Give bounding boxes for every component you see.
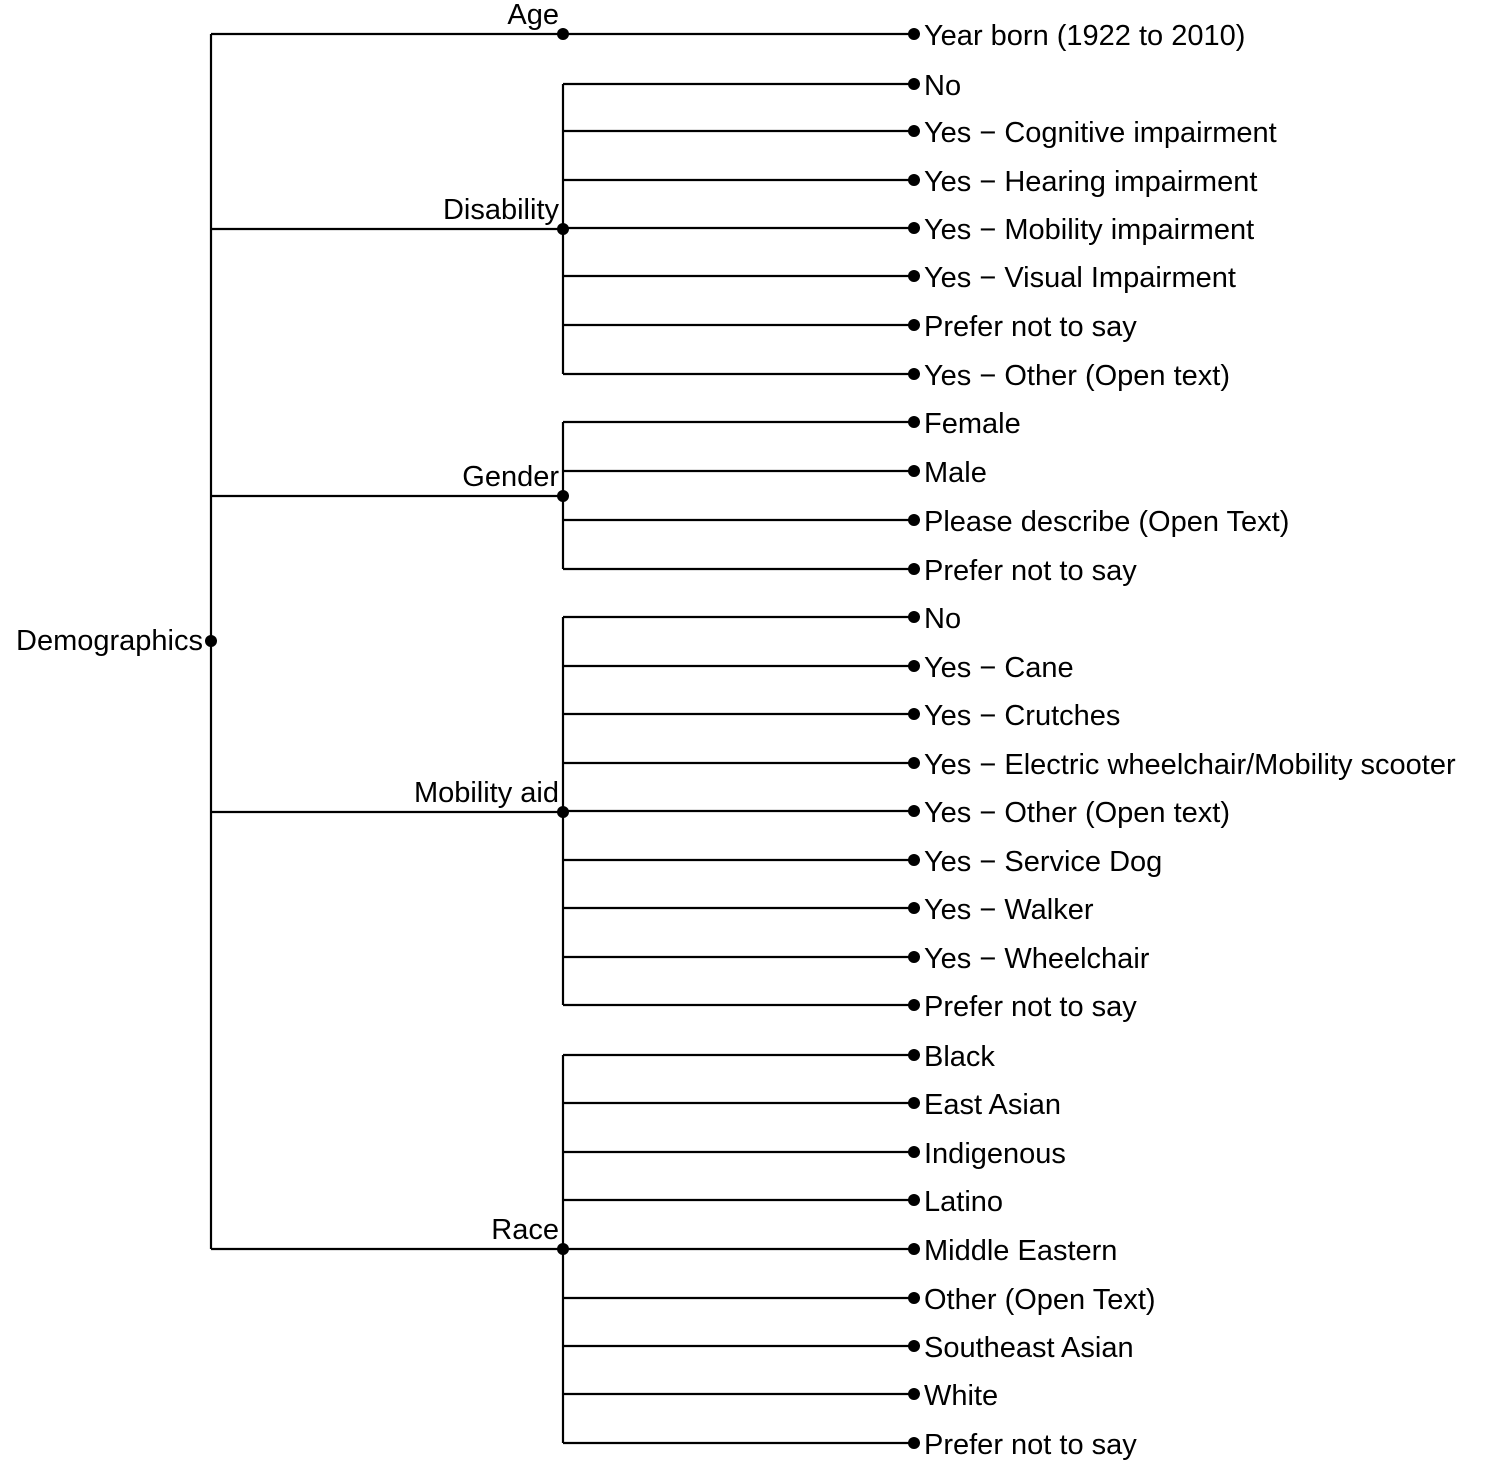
race-option-node <box>908 1146 920 1158</box>
disability-option-label: No <box>924 70 962 102</box>
disability-option-label: Yes − Cognitive impairment <box>924 117 1277 149</box>
race-option-label: East Asian <box>924 1089 1062 1121</box>
disability-option-node <box>908 368 920 380</box>
mobility-aid-option-node <box>908 611 920 623</box>
mobility-aid-option-label: Yes − Electric wheelchair/Mobility scooter <box>924 749 1456 781</box>
race-option-label: Southeast Asian <box>924 1332 1134 1364</box>
race-option-label: Indigenous <box>924 1138 1066 1170</box>
mobility-aid-option-node <box>908 999 920 1011</box>
disability-option-label: Yes − Other (Open text) <box>924 360 1231 392</box>
race-option-node <box>908 1340 920 1352</box>
mobility-aid-option-label: Prefer not to say <box>924 991 1137 1023</box>
disability-option-label: Yes − Hearing impairment <box>924 166 1258 198</box>
mobility-aid-option-label: No <box>924 603 962 635</box>
disability-option-label: Prefer not to say <box>924 311 1137 343</box>
age-label: Age <box>507 0 559 31</box>
race-option-label: Middle Eastern <box>924 1235 1118 1267</box>
mobility-aid-option-node <box>908 951 920 963</box>
disability-option-node <box>908 319 920 331</box>
disability-option-node <box>908 222 920 234</box>
disability-label: Disability <box>442 194 559 226</box>
race-option-label: Black <box>924 1041 995 1073</box>
mobility-aid-option-label: Yes − Service Dog <box>924 846 1163 878</box>
age-option-node <box>908 28 920 40</box>
mobility-aid-option-node <box>908 708 920 720</box>
gender-label: Gender <box>462 461 559 493</box>
mobility-aid-label: Mobility aid <box>413 777 559 809</box>
mobility-aid-option-label: Yes − Other (Open text) <box>924 797 1231 829</box>
gender-option-label: Male <box>924 457 987 489</box>
disability-option-node <box>908 125 920 137</box>
race-option-node <box>908 1292 920 1304</box>
disability-option-label: Yes − Visual Impairment <box>924 262 1236 294</box>
mobility-aid-option-node <box>908 902 920 914</box>
race-option-node <box>908 1388 920 1400</box>
race-option-node <box>908 1049 920 1061</box>
disability-option-node <box>908 270 920 282</box>
mobility-aid-option-node <box>908 805 920 817</box>
race-option-node <box>908 1437 920 1449</box>
race-option-label: Prefer not to say <box>924 1429 1137 1461</box>
race-option-node <box>908 1243 920 1255</box>
mobility-aid-option-node <box>908 660 920 672</box>
root-label: Demographics <box>16 625 203 657</box>
gender-option-node <box>908 465 920 477</box>
mobility-aid-option-node <box>908 854 920 866</box>
mobility-aid-option-node <box>908 757 920 769</box>
race-option-label: Other (Open Text) <box>924 1284 1156 1316</box>
race-option-node <box>908 1194 920 1206</box>
race-option-node <box>908 1097 920 1109</box>
gender-option-node <box>908 563 920 575</box>
gender-option-label: Female <box>924 408 1021 440</box>
mobility-aid-option-label: Yes − Wheelchair <box>924 943 1150 975</box>
gender-option-node <box>908 416 920 428</box>
age-option-label: Year born (1922 to 2010) <box>924 20 1246 52</box>
root-node <box>205 635 217 647</box>
gender-option-label: Please describe (Open Text) <box>924 506 1290 538</box>
disability-option-label: Yes − Mobility impairment <box>924 214 1255 246</box>
gender-option-node <box>908 514 920 526</box>
disability-option-node <box>908 174 920 186</box>
mobility-aid-option-label: Yes − Crutches <box>924 700 1121 732</box>
mobility-aid-option-label: Yes − Cane <box>924 652 1074 684</box>
race-option-label: Latino <box>924 1186 1004 1218</box>
gender-option-label: Prefer not to say <box>924 555 1137 587</box>
race-option-label: White <box>924 1380 999 1412</box>
race-label: Race <box>491 1214 559 1246</box>
mobility-aid-option-label: Yes − Walker <box>924 894 1094 926</box>
disability-option-node <box>908 78 920 90</box>
